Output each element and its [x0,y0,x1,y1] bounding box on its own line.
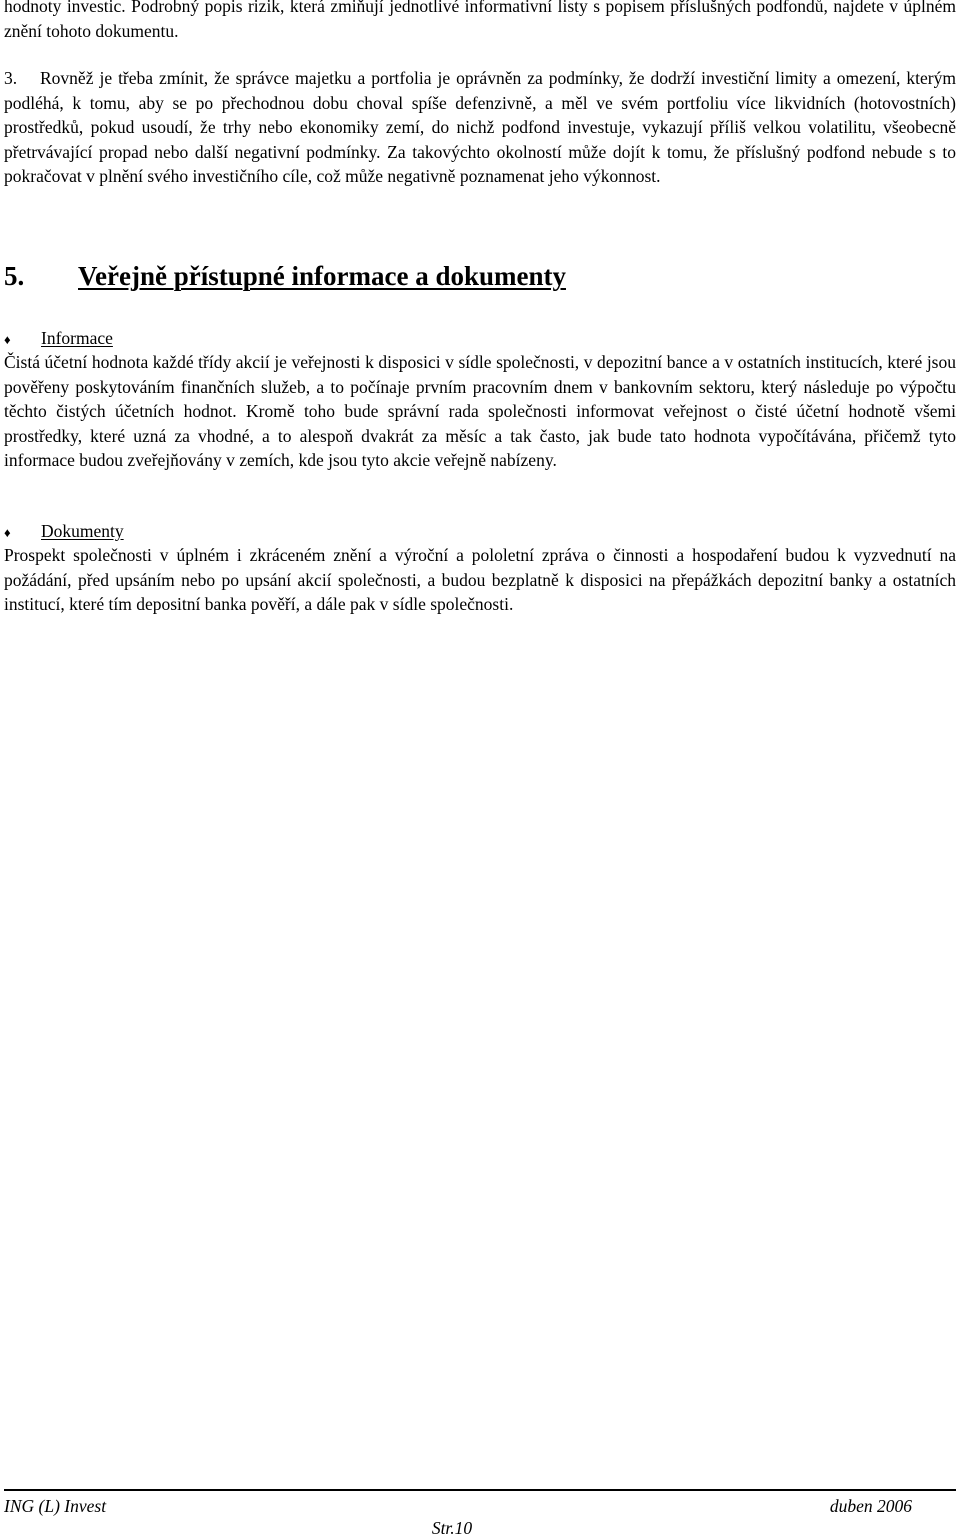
intro-paragraph: hodnoty investic. Podrobný popis rizik, která zmiňují jednotlivé informativní listy s popisem příslušných podfondů, najdete v úplném znění tohoto dokumentu. [4,0,956,41]
footer-document-name: ING (L) Invest [4,1496,107,1516]
point-3-number: 3. [4,68,18,88]
footer-date: duben 2006 [829,1496,912,1516]
point-3-text: Rovněž je třeba zmínit, že správce majetku a portfolia je oprávněn za podmínky, že dodrží investiční limity a omezení, kterým podléhá, k tomu, aby se po přechodnou dobu choval spíše defenzivně, a měl ve svém portfoliu více likvidních (hotovostních) prostředků, pokud usoudí, že trhy nebo ekonomiky zemí, do nichž podfond investuje, vykazují příliš velkou volatilitu, všeobecně přetrvávající propad nebo další negativní podmínky. Za takovýchto okolností může dojít k tomu, že příslušný podfond nebude s to pokračovat v plnění svého investičního cíle, což může negativně poznamenat jeho výkonnost. [4,68,956,186]
point-3-paragraph [4,66,956,189]
diamond-bullet-icon: ♦ [4,332,11,347]
subheading-informace [4,326,113,353]
section-title: Veřejně přístupné informace a dokumenty [78,261,566,291]
section-5-heading [4,256,566,296]
section-number: 5. [4,261,25,291]
subheading-dokumenty [4,519,124,546]
diamond-bullet-icon: ♦ [4,525,11,540]
dokumenty-paragraph: Prospekt společnosti v úplném i zkráceném znění a výroční a pololetní zpráva o činnosti a hospodaření budou k vyzvednutí na požádání, před upsáním nebo po upsání akcií společnosti, a budou bezplatně k disposici na přepážkách depozitní banky a ostatních institucí, které tím depositní banka pověří, a dále pak v sídle společnosti. [4,545,956,614]
footer-divider [4,1489,956,1491]
footer-page-number: Str.10 [431,1518,473,1538]
subheading-informace-label: Informace [41,328,113,348]
informace-paragraph: Čistá účetní hodnota každé třídy akcií je veřejnosti k disposici v sídle společnosti, v depozitní bance a v ostatních institucích, které jsou pověřeny poskytováním finančních služeb, a to počínaje prvním pracovním dnem v bankovním sektoru, který následuje po výpočtu těchto čistých účetních hodnot. Kromě toho bude správní rada společnosti informovat veřejnost o čisté účetní hodnotě všemi prostředky, které uzná za vhodné, a to alespoň dvakrát za měsíc a tak často, jak bude tato hodnota vypočítávána, přičemž tyto informace budou zveřejňovány v zemích, kde jsou tyto akcie veřejně nabízeny. [4,352,956,470]
subheading-dokumenty-label: Dokumenty [41,521,124,541]
